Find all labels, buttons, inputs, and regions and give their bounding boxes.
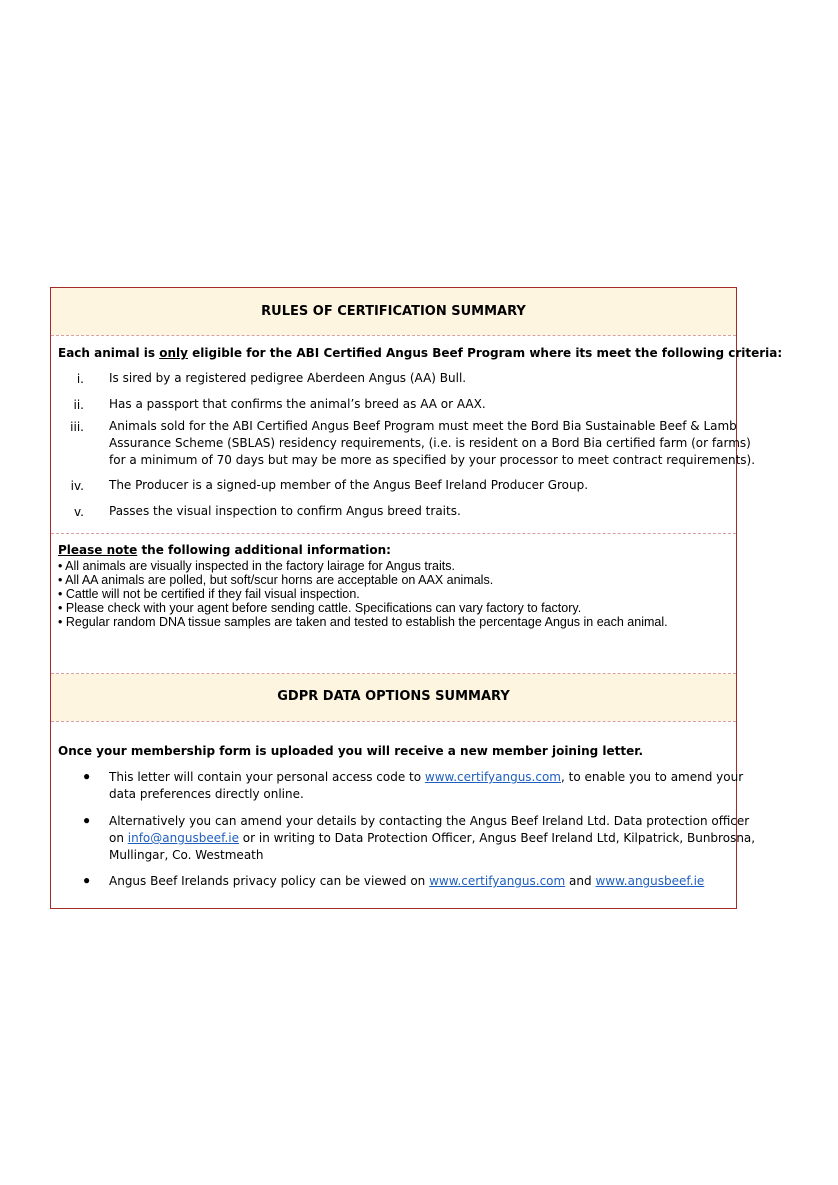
gdpr-title: GDPR DATA OPTIONS SUMMARY <box>277 689 510 704</box>
certifyangus-link[interactable]: www.certifyangus.com <box>429 874 566 888</box>
note-heading: Please note the following additional information: <box>58 543 391 557</box>
divider <box>51 533 736 534</box>
criterion-text: Has a passport that confirms the animal’s breed as AA or AAX. <box>109 397 486 411</box>
criterion-text: Assurance Scheme (SBLAS) residency requirements, (i.e. is resident on a Bord Bia certified farm (or farms) <box>109 436 751 450</box>
bullet-icon: ● <box>83 873 91 887</box>
note-item: • Cattle will not be certified if they fail visual inspection. <box>58 587 360 601</box>
divider <box>51 721 736 722</box>
criterion-text: The Producer is a signed-up member of the Angus Beef Ireland Producer Group. <box>109 478 589 492</box>
gdpr-item: This letter will contain your personal access code to www.certifyangus.com, to enable you to amend your <box>109 770 744 784</box>
criterion-number: v. <box>74 505 84 519</box>
angusbeef-link[interactable]: www.angusbeef.ie <box>595 874 705 888</box>
criterion-text: Is sired by a registered pedigree Aberdeen Angus (AA) Bull. <box>109 371 467 385</box>
gdpr-item: Alternatively you can amend your details by contacting the Angus Beef Ireland Ltd. Data protection officer <box>109 814 750 828</box>
note-item: • Please check with your agent before sending cattle. Specifications can vary factory to factory. <box>58 601 582 615</box>
bullet-icon: ● <box>83 769 91 783</box>
criterion-text: for a minimum of 70 days but may be more as specified by your processor to meet contract requirements). <box>109 453 756 467</box>
note-item: • Regular random DNA tissue samples are taken and tested to establish the percentage Angus in each animal. <box>58 615 668 629</box>
email-link[interactable]: info@angusbeef.ie <box>127 831 239 845</box>
certifyangus-link[interactable]: www.certifyangus.com <box>424 770 561 784</box>
criterion-number: iii. <box>70 420 84 434</box>
note-item: • All AA animals are polled, but soft/scur horns are acceptable on AAX animals. <box>58 573 494 587</box>
gdpr-item-line: Mullingar, Co. Westmeath <box>109 848 264 862</box>
summary-box <box>50 287 783 909</box>
rules-intro: Each animal is only eligible for the ABI Certified Angus Beef Program where its meet the following criteria: <box>58 346 783 360</box>
note-item: • All animals are visually inspected in the factory lairage for Angus traits. <box>58 559 455 573</box>
gdpr-item-line: on info@angusbeef.ie or in writing to Data Protection Officer, Angus Beef Ireland Ltd, Kilpatrick, Bunbrosna, <box>109 831 756 845</box>
gdpr-intro: Once your membership form is uploaded you will receive a new member joining letter. <box>58 744 644 758</box>
criterion-number: i. <box>76 372 84 386</box>
gdpr-item: Angus Beef Irelands privacy policy can be viewed on www.certifyangus.com and www.angusbeef.ie <box>109 874 705 888</box>
gdpr-item-line: data preferences directly online. <box>109 787 304 801</box>
criterion-number: iv. <box>70 479 84 493</box>
criterion-text: Passes the visual inspection to confirm Angus breed traits. <box>109 504 461 518</box>
divider <box>51 335 736 336</box>
criterion-number: ii. <box>73 398 84 412</box>
bullet-icon: ● <box>83 813 91 827</box>
rules-title: RULES OF CERTIFICATION SUMMARY <box>261 304 526 319</box>
criterion-text: Animals sold for the ABI Certified Angus Beef Program must meet the Bord Bia Sustainable Beef & Lamb <box>109 419 737 433</box>
